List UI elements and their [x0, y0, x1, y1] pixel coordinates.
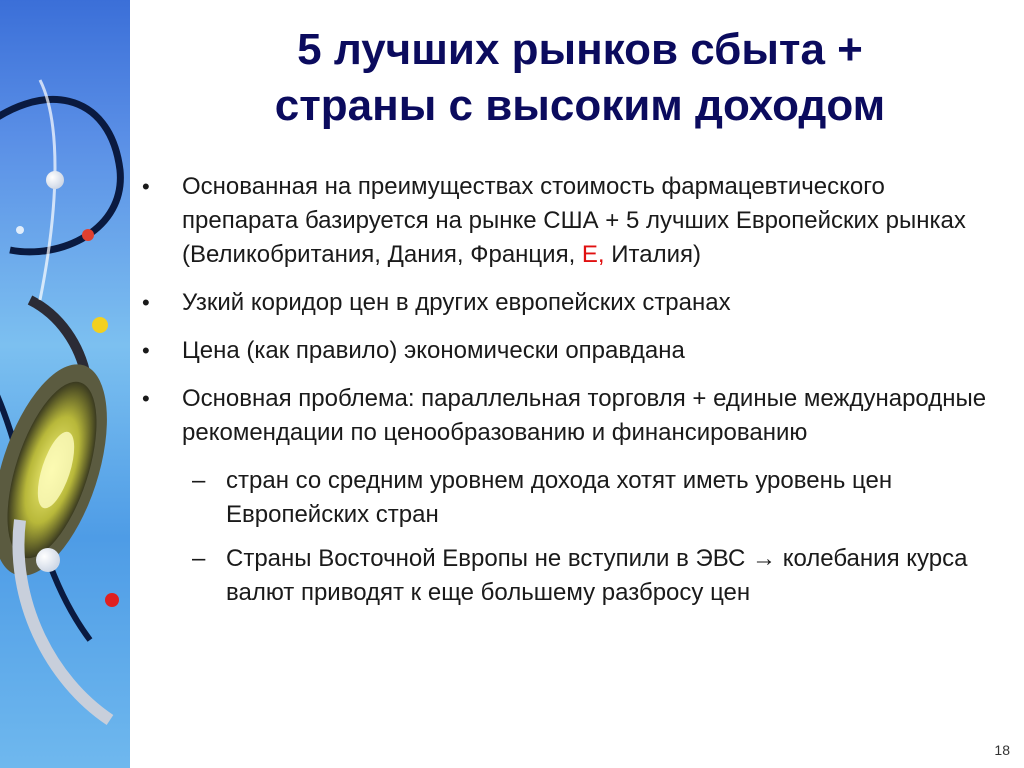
title-line-1: 5 лучших рынков сбыта + [297, 25, 863, 74]
page-number: 18 [994, 742, 1010, 758]
dash-glyph: – [192, 545, 206, 572]
dash-glyph: – [192, 467, 206, 494]
bullet-item-price-justified [140, 334, 1000, 368]
bullet-glyph: • [142, 386, 150, 411]
bullet-item-main-problem [140, 382, 1000, 450]
bullet-text: Основная проблема: параллельная торговля + единые международные рекомендации по ценообразованию и финансированию [182, 385, 987, 446]
sub-text: Страны Восточной Европы не вступили в ЭВС [226, 545, 746, 572]
bullet-item-pricing-basis [140, 170, 1000, 272]
bullet-glyph: • [142, 338, 150, 363]
bullet-glyph: • [142, 290, 150, 315]
sub-item-eastern-europe [140, 542, 1000, 610]
sub-item-middle-income [140, 464, 1000, 532]
sub-text-end: колебания курса валют приводят к еще большему разбросу цен [226, 545, 968, 606]
bullet-item-narrow-corridor [140, 286, 1000, 320]
slide-title [150, 22, 1010, 134]
bullet-text: Узкий коридор цен в других европейских странах [182, 289, 731, 316]
bullet-text: Цена (как правило) экономически оправдана [182, 337, 685, 364]
bullet-text-end: Италия) [611, 241, 701, 268]
bullet-glyph: • [142, 174, 150, 199]
arrow-icon: → [752, 545, 777, 572]
highlighted-text: Е, [581, 241, 605, 268]
stethoscope-icon [0, 0, 130, 768]
bullet-text: Основанная на преимуществах стоимость фармацевтического препарата базируется на рынке США + 5 лучших Европейских рынках (Великобритания, Дания, Франция, [182, 173, 966, 268]
title-line-2: страны с высоким доходом [274, 81, 886, 130]
decorative-side-image [0, 0, 130, 768]
sub-text: стран со средним уровнем дохода хотят иметь уровень цен Европейских стран [226, 467, 893, 528]
slide-content [140, 170, 1000, 620]
